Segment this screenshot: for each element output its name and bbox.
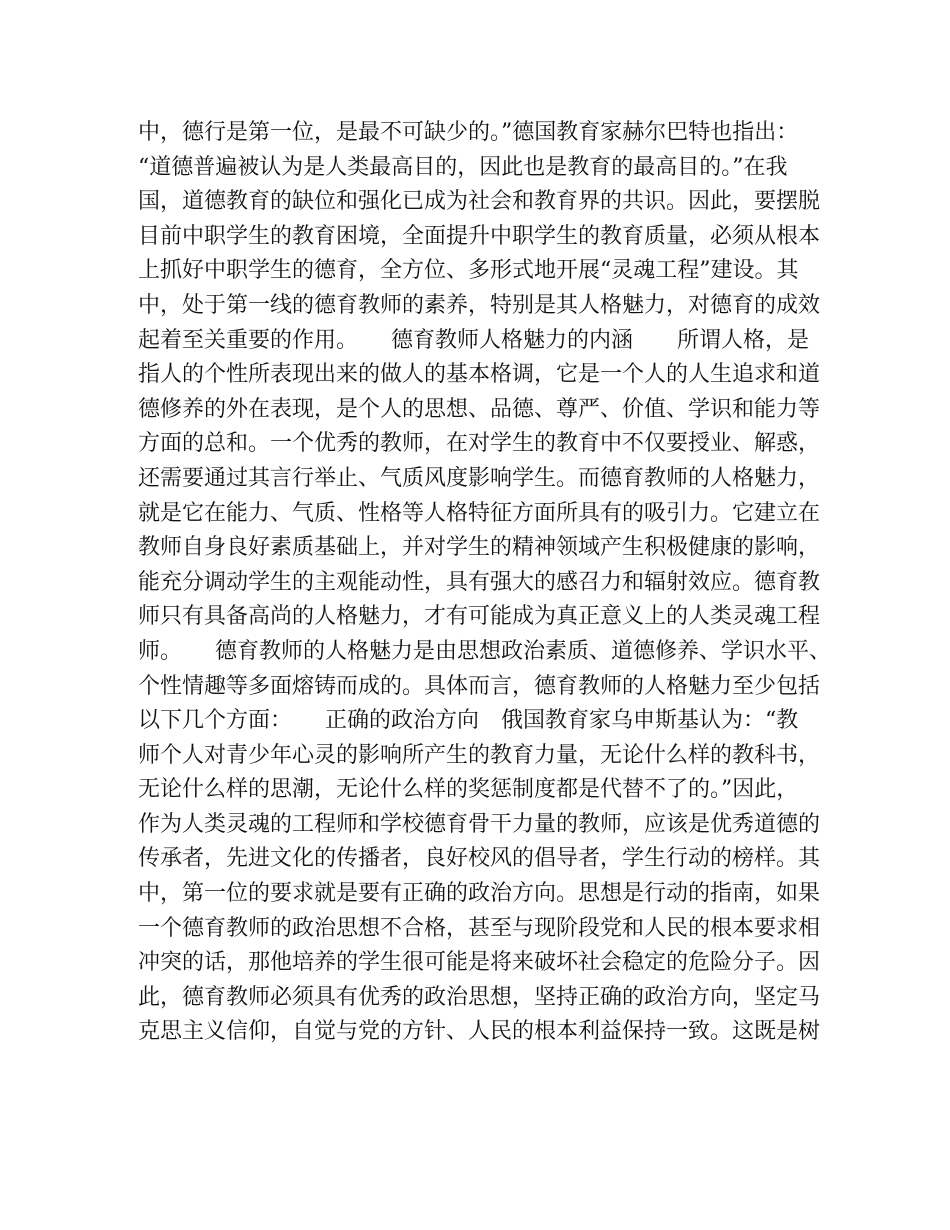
text-line-9: 德修养的外在表现，是个人的思想、品德、尊严、价值、学识和能力等 — [138, 396, 821, 422]
text-line-22: 传承者，先进文化的传播者，良好校风的倡导者，学生行动的榜样。其 — [138, 846, 821, 872]
text-line-1: 中，德行是第一位，是最不可缺少的。”德国教育家赫尔巴特也指出： — [138, 120, 799, 145]
text-line-16: 师。 德育教师的人格魅力是由思想政治素质、道德修养、学识水平、 — [138, 638, 832, 664]
text-line-15: 师只有具备高尚的人格魅力，才有可能成为真正意义上的人类灵魂工程 — [138, 604, 821, 630]
text-line-6: 中，处于第一线的德育教师的素养，特别是其人格魅力，对德育的成效 — [138, 292, 821, 318]
text-line-10: 方面的总和。一个优秀的教师，在对学生的教育中不仅要授业、解惑， — [138, 431, 821, 457]
text-line-23: 中，第一位的要求就是要有正确的政治方向。思想是行动的指南，如果 — [138, 881, 821, 907]
text-line-18: 以下几个方面： 正确的政治方向 俄国教育家乌申斯基认为：“教 — [138, 708, 799, 734]
text-line-11: 还需要通过其言行举止、气质风度影响学生。而德育教师的人格魅力， — [138, 465, 821, 491]
body-text — [138, 116, 838, 1050]
text-line-4: 目前中职学生的教育困境，全面提升中职学生的教育质量，必须从根本 — [138, 223, 821, 249]
text-line-26: 此，德育教师必须具有优秀的政治思想，坚持正确的政治方向，坚定马 — [138, 984, 821, 1010]
text-line-7: 起着至关重要的作用。 德育教师人格魅力的内涵 所谓人格，是 — [138, 327, 810, 353]
text-line-8: 指人的个性所表现出来的做人的基本格调，它是一个人的人生追求和道 — [138, 362, 821, 388]
text-line-3: 国，道德教育的缺位和强化已成为社会和教育界的共识。因此，要摆脱 — [138, 189, 821, 215]
text-line-25: 冲突的话，那他培养的学生很可能是将来破坏社会稳定的危险分子。因 — [138, 950, 821, 976]
text-line-19: 师个人对青少年心灵的影响所产生的教育力量，无论什么样的教科书， — [138, 742, 821, 768]
text-line-14: 能充分调动学生的主观能动性，具有强大的感召力和辐射效应。德育教 — [138, 569, 821, 595]
text-line-17: 个性情趣等多面熔铸而成的。具体而言，德育教师的人格魅力至少包括 — [138, 673, 821, 699]
text-line-12: 就是它在能力、气质、性格等人格特征方面所具有的吸引力。它建立在 — [138, 500, 821, 526]
text-line-2: “道德普遍被认为是人类最高目的，因此也是教育的最高目的。”在我 — [138, 154, 788, 180]
text-line-24: 一个德育教师的政治思想不合格，甚至与现阶段党和人民的根本要求相 — [138, 915, 821, 941]
text-line-5: 上抓好中职学生的德育，全方位、多形式地开展“灵魂工程”建设。其 — [138, 258, 799, 284]
text-line-21: 作为人类灵魂的工程师和学校德育骨干力量的教师，应该是优秀道德的 — [138, 811, 821, 837]
text-line-20: 无论什么样的思潮，无论什么样的奖惩制度都是代替不了的。”因此， — [138, 777, 799, 803]
text-line-27: 克思主义信仰，自觉与党的方针、人民的根本利益保持一致。这既是树 — [138, 1019, 821, 1045]
text-line-13: 教师自身良好素质基础上，并对学生的精神领域产生积极健康的影响， — [138, 535, 821, 561]
